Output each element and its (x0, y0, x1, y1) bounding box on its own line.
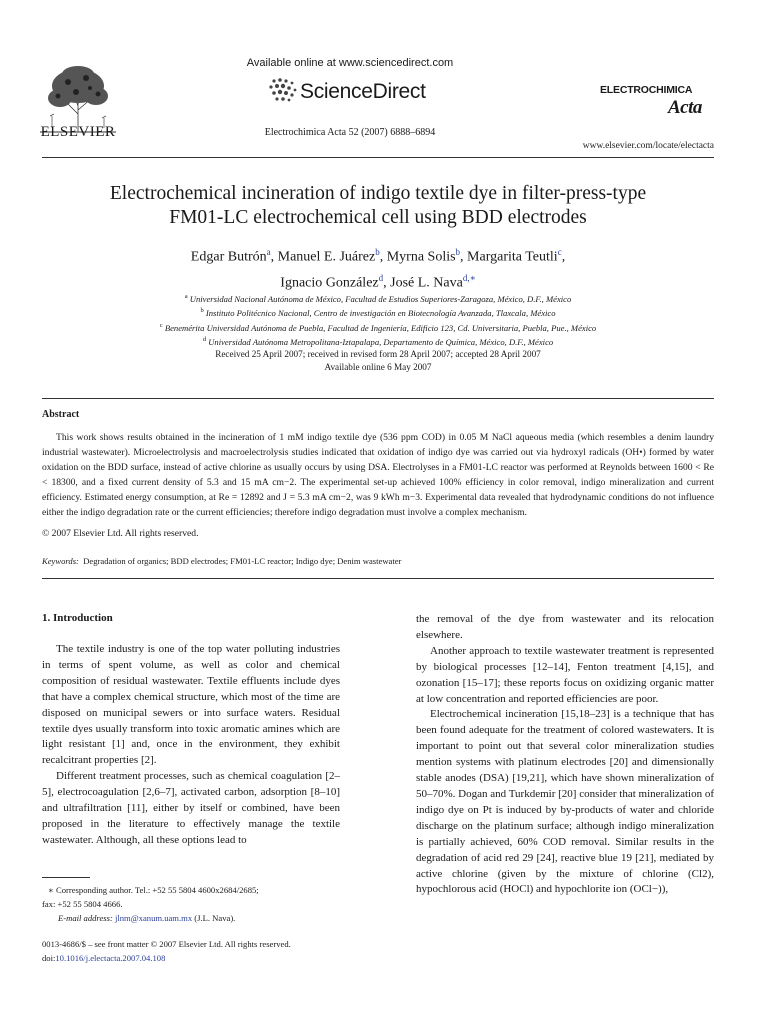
author-name: Margarita Teutli (467, 249, 558, 265)
author-line-2 (42, 268, 714, 294)
body-paragraph: the removal of the dye from wastewater and its relocation elsewhere. (416, 613, 714, 641)
body-paragraph: Different treatment processes, such as chemical coagulation [2–5], electrocoagulation [2,6–7], activated carbon, adsorption [8–10] and ultrafiltration [11], either by itself or combined, have been proposed in the literature to effectively manage the textile wastewater. Although, all these options lead to (42, 770, 340, 846)
email-suffix: (J.L. Nava). (194, 913, 236, 923)
author-affiliation-mark[interactable]: d,∗ (462, 272, 476, 283)
corresponding-author-footnote (42, 883, 342, 925)
doi-link[interactable]: 10.1016/j.electacta.2007.04.108 (55, 953, 166, 963)
affiliation-mark: c (159, 321, 163, 329)
author-name: Ignacio González (280, 275, 379, 291)
journal-logo-subtitle: Acta (668, 97, 702, 118)
doi-label: doi: (42, 953, 56, 963)
affiliation-a (42, 291, 714, 305)
footnote-rule (42, 877, 90, 878)
keywords-list: Degradation of organics; BDD electrodes; FM01-LC reactor; Indigo dye; Denim wastewater (83, 556, 402, 566)
section-heading-introduction: 1. Introduction (42, 612, 113, 624)
affiliation-b (42, 305, 714, 319)
elsevier-wordmark: ELSEVIER (40, 124, 116, 140)
abstract-body (42, 430, 714, 520)
affiliation-text: Benemérita Universidad Autónoma de Puebla, Facultad de Ingeniería, Edificio 123, Cd. Universitaria, Puebla, Pue., México (164, 322, 597, 333)
affiliation-mark: d (202, 335, 207, 343)
abstract-heading: Abstract (42, 409, 80, 420)
author-separator: , (561, 249, 566, 265)
sciencedirect-wordmark: ScienceDirect (300, 80, 426, 103)
body-paragraph: The textile industry is one of the top water polluting industries in terms of spent volume, as well as color and chemical composition of residual wastewater. Textile effluents include dyes that have a complex chemical structure, which most of the time are disposed on municipal sewers or into surface waters. Residual textile dyes usually transform into toxic aromatic amines which are light resistant [1] and, once in the environment, they exhibit recalcitrant properties [2]. (42, 643, 340, 767)
author-list (42, 242, 714, 293)
affiliation-text: Universidad Autónoma Metropolitana-Iztapalapa, Departamento de Química, México, D.F., México (208, 336, 554, 347)
footnote-email-line (42, 911, 342, 925)
author-separator: , (270, 249, 278, 265)
body-column-left (42, 642, 340, 849)
sciencedirect-dots-icon (268, 77, 298, 103)
footnote-fax: fax: +52 55 5804 4666. (42, 899, 123, 909)
affiliation-d (42, 334, 714, 348)
author-affiliation-mark[interactable]: c (557, 247, 562, 257)
author-name: Manuel E. Juárez (277, 249, 376, 265)
body-column-right (416, 612, 714, 898)
author-line-1 (42, 242, 714, 268)
author-affiliation-mark[interactable]: b (455, 247, 461, 257)
author-separator: , (383, 275, 391, 291)
footnote-phone: ∗ Corresponding author. Tel.: +52 55 5804 4600x2684/2685; (48, 885, 259, 895)
author-separator: , (460, 249, 468, 265)
affiliation-text: Instituto Politécnico Nacional, Centro de investigación en Biotecnología Avanzada, Tlaxcala, México (205, 308, 556, 319)
author-email-link[interactable]: jlnm@xanum.uam.mx (114, 913, 193, 923)
author-name: José L. Nava (390, 275, 463, 291)
author-affiliation-mark[interactable]: b (375, 247, 380, 257)
available-online-notice: Available online at www.sciencedirect.com (246, 57, 454, 69)
keywords (42, 556, 401, 566)
affiliation-mark: b (200, 307, 204, 315)
journal-logo-title: ELECTROCHIMICA (600, 84, 693, 96)
author-name: Edgar Butrón (190, 249, 267, 265)
abstract-top-divider (42, 398, 714, 399)
author-name: Myrna Solis (386, 249, 456, 265)
issn-copyright-line: 0013-4686/$ – see front matter © 2007 Elsevier Ltd. All rights reserved. (42, 939, 291, 949)
journal-url-link[interactable]: www.elsevier.com/locate/electacta (582, 141, 714, 151)
author-affiliation-mark[interactable]: d (378, 272, 384, 283)
header-divider (42, 157, 714, 158)
available-online-date: Available online 6 May 2007 (324, 361, 432, 372)
journal-citation: Electrochimica Acta 52 (2007) 6888–6894 (264, 127, 436, 138)
body-paragraph: Electrochemical incineration [15,18–23] is a technique that has been found adequate for the treatment of colored wastewaters. It is important to point out that several color mineralization studies mention systems with platinum electrodes [20] and dimensionally stable anodes (DSA) [19,21], which have shown mineralization of 50–70%. Dogan and Turkdemir [20] consider that mineralization of indigo dye on Pt is induced by by-products of water and chloride discharge on the platinum surface; although indigo mineralization is partially achieved, 60% COD removal. Similar results in the degradation of acid red 29 [24], reactive blue 19 [21], mediated by active chlorine (given by the mixture of chlorine (Cl2), hypochlorous acid (HOCl) and hypochlorite ion (OCl−)), (416, 708, 714, 896)
article-title-line-1: Electrochemical incineration of indigo textile dye in filter-press-type (109, 183, 647, 204)
affiliations (42, 291, 714, 348)
article-title (42, 182, 714, 230)
abstract-copyright: © 2007 Elsevier Ltd. All rights reserved. (42, 528, 199, 539)
received-dates: Received 25 April 2007; received in revised form 28 April 2007; accepted 28 April 2007 (215, 349, 541, 359)
article-title-line-2: FM01-LC electrochemical cell using BDD electrodes (169, 207, 587, 228)
author-affiliation-mark[interactable]: a (266, 247, 271, 257)
affiliation-text: Universidad Nacional Autónoma de México, Facultad de Estudios Superiores-Zaragoza, México, D.F., México (189, 293, 572, 304)
affiliation-c (42, 320, 714, 334)
doi-line (42, 951, 362, 965)
keywords-label: Keywords: (42, 556, 79, 566)
email-label: E-mail address: (58, 913, 113, 923)
article-history (42, 348, 714, 373)
abstract-bottom-divider (42, 578, 714, 579)
body-paragraph: Another approach to textile wastewater treatment is represented by biological processes [12–14], Fenton treatment [4,15], and ozonation [15–17]; these reports focus on oxidizing organic matter at low concentration and reported efficiencies are poor. (416, 644, 714, 705)
affiliation-mark: a (184, 293, 188, 300)
front-matter-info (42, 937, 362, 965)
abstract-paragraph: This work shows results obtained in the incineration of 1 mM indigo textile dye (536 ppm COD) in 0.05 M NaCl aqueous media (which resembles a denim laundry industrial wastewater). Microelectrolysis and macroelectrolysis studies indicated that oxidation of indigo dye was carried out via hydroxyl radicals (OH•) formed by water oxidation on the BDD surface, instead of active chlorine as usually occurs by using DSA. Electrolyses in a FM01-LC reactor was performed at Reynolds between 1600 < Re < 18300, and a fixed current density of 5.3 and 15 mA cm−2. The experimental set-up achieved 100% efficiency in color removal, indigo mineralization and current efficiency. Estimated energy consumption, at Re = 12892 and J = 5.3 mA cm−2, was 9 kWh m−3. Experimental data revealed that hydrodynamic conditions do not influence either the indigo degradation rate or the current efficiencies; therefore indigo degradation must involve a complex mechanism. (42, 432, 714, 518)
author-separator: , (379, 249, 387, 265)
